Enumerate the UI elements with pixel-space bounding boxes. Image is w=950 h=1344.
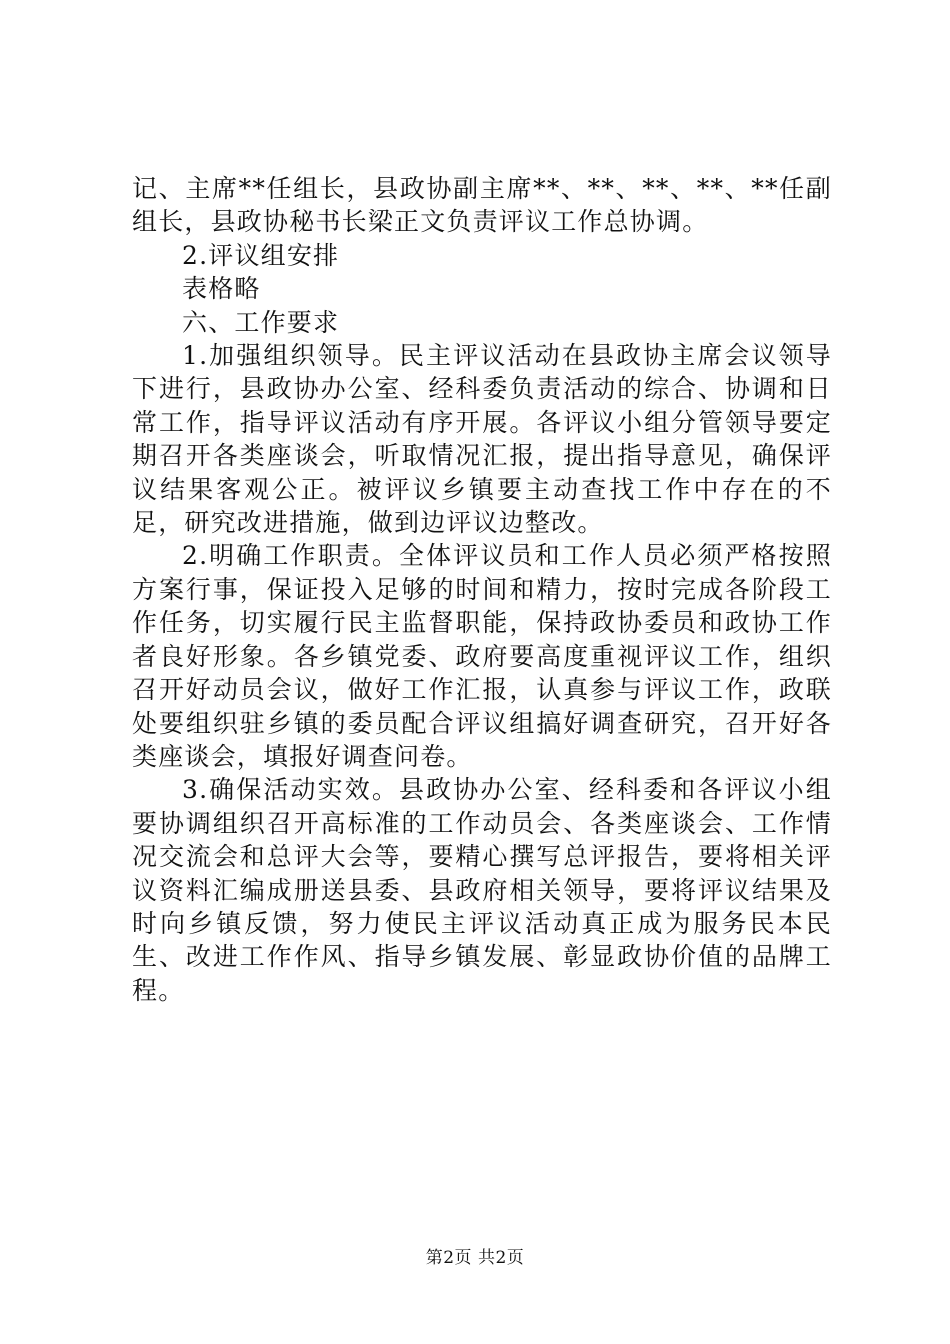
document-body [132,172,832,1007]
paragraph-table-omitted: 表格略 [182,274,261,304]
paragraph-requirement-1: 1.加强组织领导。民主评议活动在县政协主席会议领导下进行，县政协办公室、经科委负责活动的综合、协调和日常工作，指导评议活动有序开展。各评议小组分管领导要定期召开各类座谈会，听取情况汇报，提出指导意见，确保评议结果客观公正。被评议乡镇要主动查找工作中存在的不足，研究改进措施，做到边评议边整改。 [132,341,832,538]
section-heading-work-requirements: 六、工作要求 [182,307,340,337]
paragraph-requirement-3: 3.确保活动实效。县政协办公室、经科委和各评议小组要协调组织召开高标准的工作动员会、各类座谈会、工作情况交流会和总评大会等，要精心撰写总评报告，要将相关评议资料汇编成册送县委、县政府相关领导，要将评议结果及时向乡镇反馈，努力使民主评议活动真正成为服务民本民生、改进工作作风、指导乡镇发展、彰显政协价值的品牌工程。 [132,775,832,1005]
paragraph-continuation: 记、主席**任组长，县政协副主席**、**、**、**、**任副组长，县政协秘书长梁正文负责评议工作总协调。 [132,174,832,237]
page-number-footer: 第2页 共2页 [425,1248,525,1268]
paragraph-review-group-heading: 2.评议组安排 [182,240,340,270]
paragraph-requirement-2: 2.明确工作职责。全体评议员和工作人员必须严格按照方案行事，保证投入足够的时间和精力，按时完成各阶段工作任务，切实履行民主监督职能，保持政协委员和政协工作者良好形象。各乡镇党委、政府要高度重视评议工作，组织召开好动员会议，做好工作汇报，认真参与评议工作，政联处要组织驻乡镇的委员配合评议组搞好调查研究，召开好各类座谈会，填报好调查问卷。 [132,541,832,771]
